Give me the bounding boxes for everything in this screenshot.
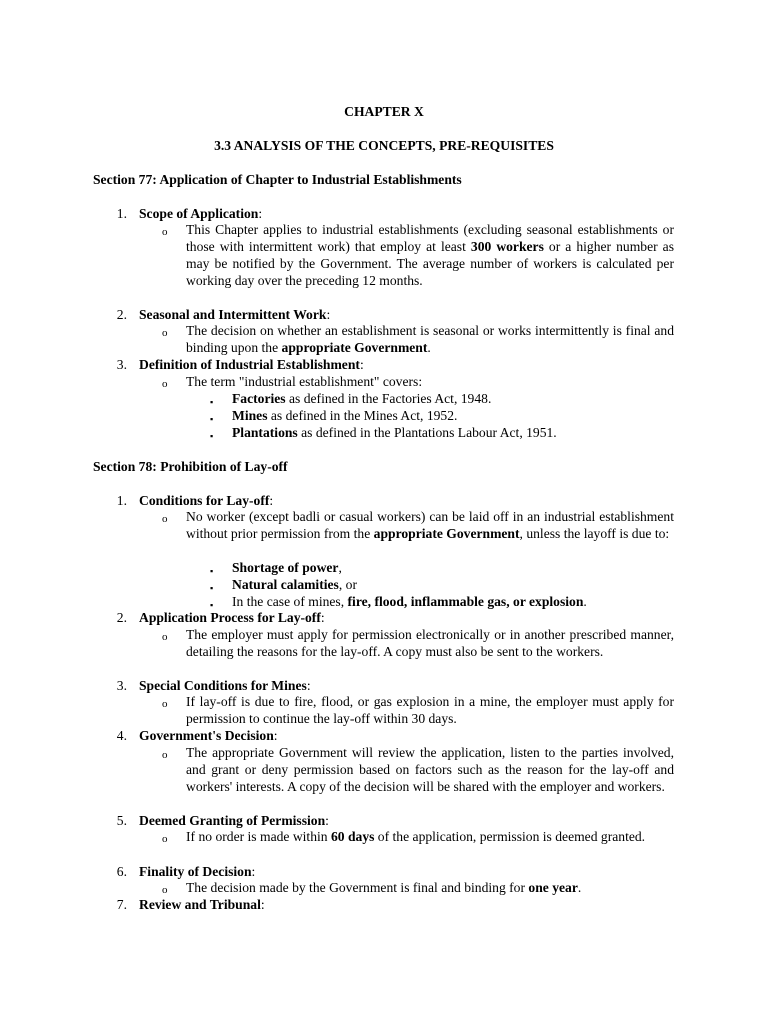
list-paragraph: This Chapter applies to industrial establishments (excluding seasonal establishments or those with intermittent work) that employ at least 300 workers or a higher number as may be notified by the Government. The average number of workers is calculated per working day over the preceding 12 months. [186, 222, 674, 288]
list-number: 3. [116, 357, 127, 372]
square-bullet-icon: ▪ [210, 600, 214, 610]
list-number: 7. [116, 897, 127, 912]
sub-list-item: Mines as defined in the Mines Act, 1952. [232, 408, 458, 423]
hollow-bullet-icon: o [162, 833, 168, 845]
hollow-bullet-icon: o [162, 378, 168, 390]
square-bullet-icon: ▪ [210, 583, 214, 593]
hollow-bullet-icon: o [162, 698, 168, 710]
list-paragraph: The term "industrial establishment" covers: [186, 374, 423, 389]
list-paragraph: If no order is made within 60 days of the application, permission is deemed granted. [186, 829, 646, 844]
list-item-title: Finality of Decision: [139, 864, 256, 879]
list-item-title: Application Process for Lay-off: [139, 610, 325, 625]
list-number: 2. [116, 610, 127, 625]
sub-list-item: Natural calamities, or [232, 577, 357, 592]
hollow-bullet-icon: o [162, 631, 168, 643]
list-paragraph: If lay-off is due to fire, flood, or gas explosion in a mine, the employer must apply for permission to continue the lay-off within 30 days. [186, 694, 674, 726]
list-number: 1. [116, 206, 127, 221]
sub-list-item: Shortage of power, [232, 560, 342, 575]
sub-list-item: Plantations as defined in the Plantations Labour Act, 1951. [232, 425, 557, 440]
list-paragraph: The appropriate Government will review the application, listen to the parties involved, and grant or deny permission based on factors such as the reason for the lay-off and workers' interests. A copy of the decision will be shared with the employer and workers. [186, 745, 674, 794]
list-paragraph: The decision made by the Government is final and binding for one year. [186, 880, 582, 895]
square-bullet-icon: ▪ [210, 431, 214, 441]
list-item-title: Conditions for Lay-off: [139, 493, 274, 508]
chapter-heading: 3.3 ANALYSIS OF THE CONCEPTS, PRE-REQUISITES [214, 138, 554, 153]
list-item-title: Deemed Granting of Permission: [139, 813, 329, 828]
list-item-title: Seasonal and Intermittent Work: [139, 307, 331, 322]
hollow-bullet-icon: o [162, 884, 168, 896]
hollow-bullet-icon: o [162, 749, 168, 761]
sub-list-item: Factories as defined in the Factories Act, 1948. [232, 391, 492, 406]
hollow-bullet-icon: o [162, 327, 168, 339]
square-bullet-icon: ▪ [210, 397, 214, 407]
list-item-title: Government's Decision: [139, 728, 278, 743]
sub-list-item: In the case of mines, fire, flood, inflammable gas, or explosion. [232, 594, 587, 609]
list-item-title: Special Conditions for Mines: [139, 678, 311, 693]
list-paragraph: The decision on whether an establishment is seasonal or works intermittently is final and binding upon the appropriate Government. [186, 323, 674, 355]
list-number: 6. [116, 864, 127, 879]
list-number: 2. [116, 307, 127, 322]
hollow-bullet-icon: o [162, 226, 168, 238]
list-paragraph: The employer must apply for permission electronically or in another prescribed manner, detailing the reasons for the lay-off. A copy must also be sent to the workers. [186, 627, 674, 659]
list-item-title: Definition of Industrial Establishment: [139, 357, 364, 372]
list-paragraph: No worker (except badli or casual workers) can be laid off in an industrial establishment without prior permission from the appropriate Government, unless the layoff is due to: [186, 509, 674, 541]
list-number: 3. [116, 678, 127, 693]
list-item-title: Scope of Application: [139, 206, 263, 221]
section-77-title: Section 77: Application of Chapter to Industrial Establishments [93, 172, 462, 187]
square-bullet-icon: ▪ [210, 566, 214, 576]
chapter-title: CHAPTER X [344, 104, 424, 119]
list-number: 4. [116, 728, 127, 743]
section-78-title: Section 78: Prohibition of Lay-off [93, 459, 288, 474]
square-bullet-icon: ▪ [210, 414, 214, 424]
hollow-bullet-icon: o [162, 513, 168, 525]
list-item-title: Review and Tribunal: [139, 897, 265, 912]
list-number: 5. [116, 813, 127, 828]
list-number: 1. [116, 493, 127, 508]
